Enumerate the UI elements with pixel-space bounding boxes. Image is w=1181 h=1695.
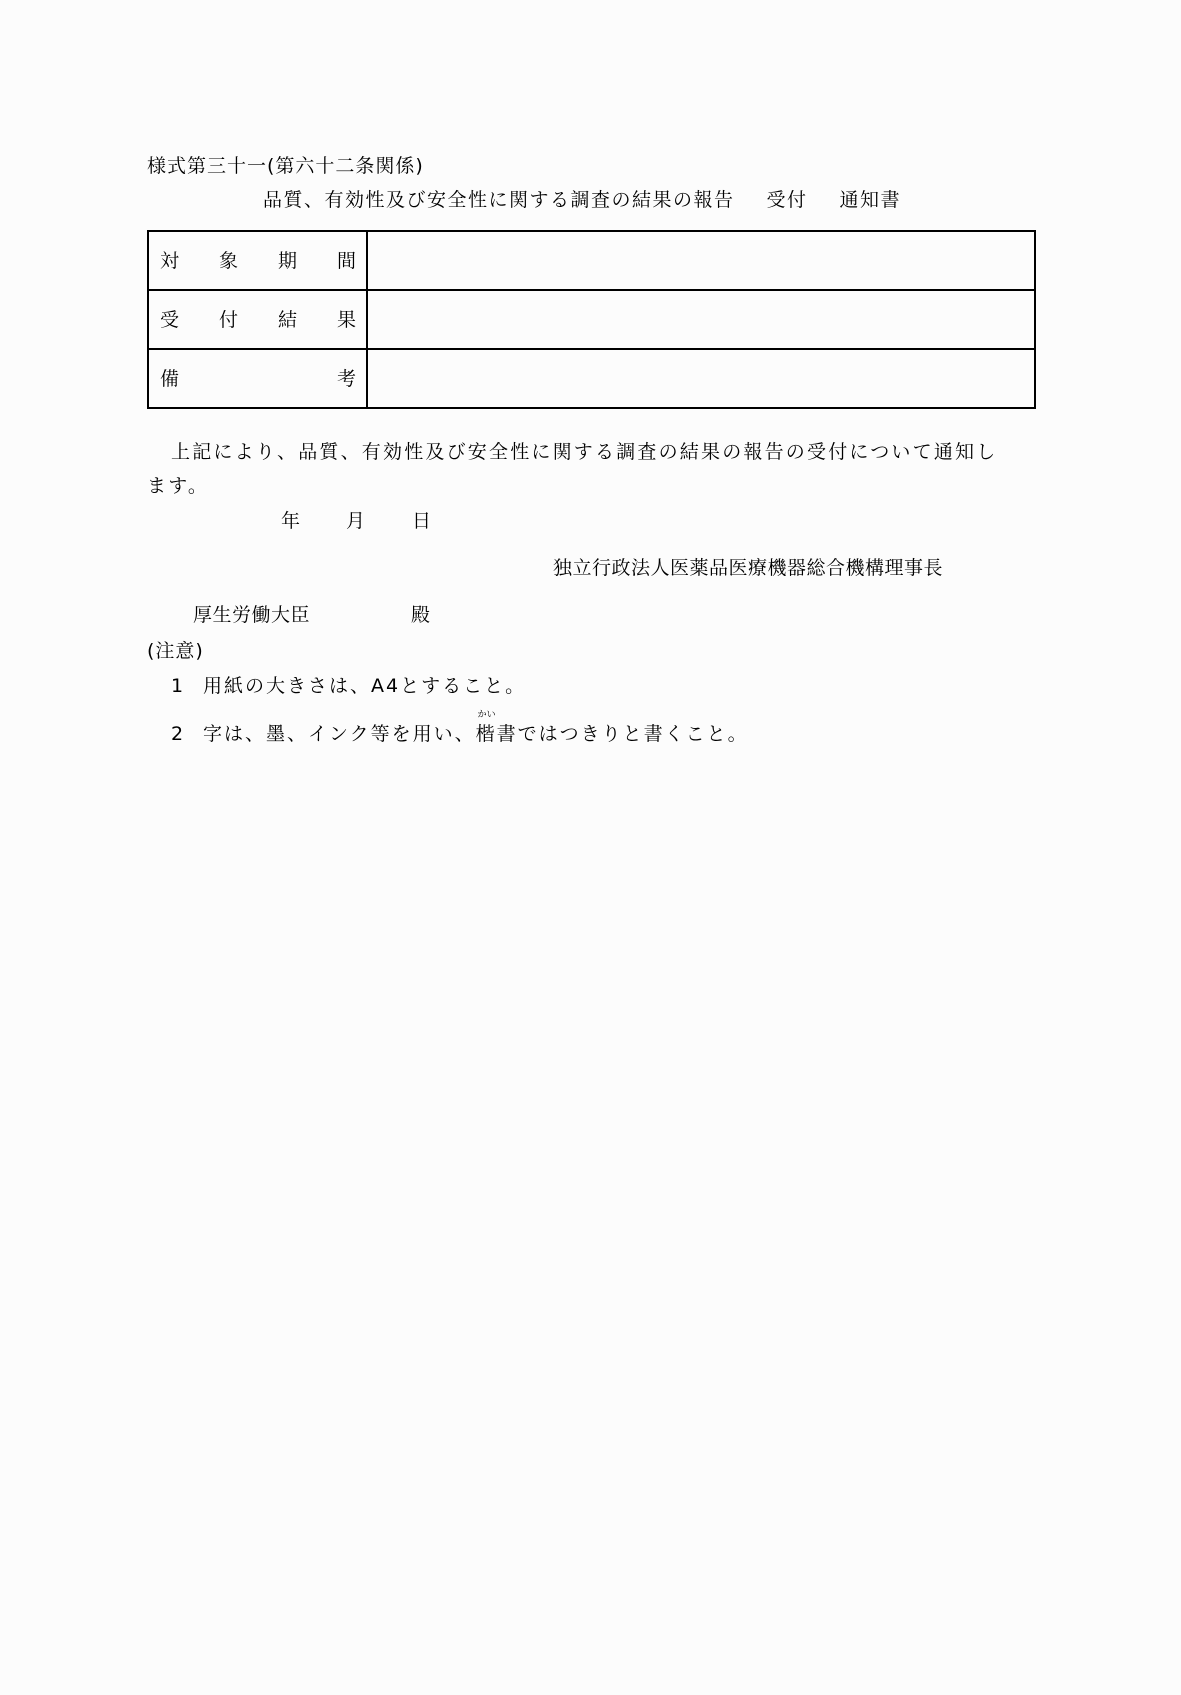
note-text-after: 書ではつきりと書くこと。 bbox=[496, 723, 749, 745]
addressee-name: 厚生労働大臣 bbox=[193, 604, 311, 626]
table-row-target-period bbox=[148, 231, 1035, 290]
notes-heading: (注意) bbox=[147, 640, 204, 662]
ruby-reading: かい bbox=[477, 710, 496, 720]
value-remarks[interactable] bbox=[367, 349, 1035, 408]
label-char: 受 bbox=[160, 308, 180, 331]
label-char: 結 bbox=[277, 308, 297, 331]
ruby-annotation bbox=[475, 710, 497, 745]
form-number: 様式第三十一(第六十二条関係) bbox=[147, 155, 424, 177]
label-remarks bbox=[148, 349, 367, 408]
label-receipt-result bbox=[148, 290, 367, 349]
label-target-period bbox=[148, 231, 367, 290]
label-char: 期 bbox=[277, 249, 297, 272]
form-table bbox=[147, 230, 1036, 409]
document-title bbox=[263, 189, 901, 211]
note-text: 用紙の大きさは、A4とすること。 bbox=[203, 675, 527, 697]
label-char: 対 bbox=[160, 249, 180, 272]
value-receipt-result[interactable] bbox=[367, 290, 1035, 349]
date-month-label: 月 bbox=[346, 510, 367, 532]
note-item-2 bbox=[171, 710, 749, 745]
label-char: 備 bbox=[160, 367, 180, 390]
title-part-receipt: 受付 bbox=[766, 189, 808, 211]
issuer-name: 独立行政法人医薬品医療機器総合機構理事長 bbox=[553, 557, 944, 579]
value-target-period[interactable] bbox=[367, 231, 1035, 290]
date-day-label: 日 bbox=[412, 510, 433, 532]
label-char: 付 bbox=[218, 308, 238, 331]
title-part-notice: 通知書 bbox=[839, 189, 902, 211]
table-row-receipt-result bbox=[148, 290, 1035, 349]
body-text-line2: ます。 bbox=[147, 475, 210, 497]
ruby-base: 楷 bbox=[475, 723, 497, 745]
body-text-line1: 上記により、品質、有効性及び安全性に関する調査の結果の報告の受付について通知し bbox=[171, 441, 998, 463]
addressee-honorific: 殿 bbox=[411, 604, 432, 626]
label-char: 間 bbox=[336, 249, 356, 272]
label-char: 果 bbox=[336, 308, 356, 331]
label-char: 象 bbox=[218, 249, 238, 272]
note-item-1 bbox=[171, 675, 526, 697]
table-row-remarks bbox=[148, 349, 1035, 408]
label-char: 考 bbox=[336, 367, 356, 390]
note-number: 2 bbox=[171, 723, 186, 745]
note-text-before: 字は、墨、インク等を用い、 bbox=[203, 723, 476, 745]
title-main: 品質、有効性及び安全性に関する調査の結果の報告 bbox=[263, 189, 735, 211]
note-number: 1 bbox=[171, 675, 186, 697]
date-year-label: 年 bbox=[281, 510, 302, 532]
